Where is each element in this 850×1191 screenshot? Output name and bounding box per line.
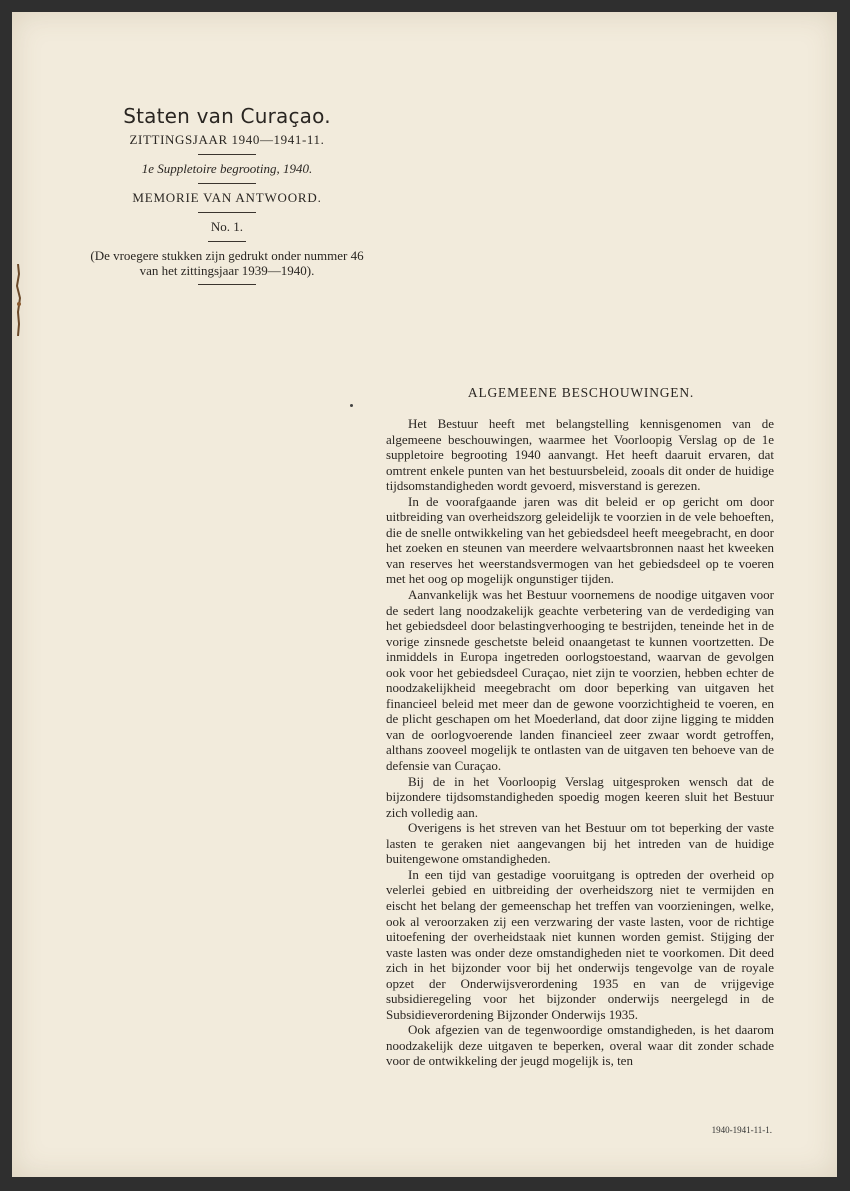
divider — [208, 241, 246, 242]
document-number: No. 1. — [210, 219, 244, 234]
divider — [198, 212, 256, 213]
staple-mark — [14, 264, 22, 336]
paragraph: In de voorafgaande jaren was dit beleid er op gericht om door uitbreiding van overheidszorg geleidelijk te voorzien in de vele behoeften, die de snelle ontwikkeling van het gebiedsdeel heeft meegebracht, en door het zoeken en steunen van meerdere welvaartsbronnen naast het kweeken van reserves het weerstandsvermogen van het gebiedsdeel op te voeren met het oog op mogelijk ongunstiger tijden. — [386, 493, 774, 587]
divider — [198, 154, 256, 155]
paragraph: Ook afgezien van de tegenwoordige omstandigheden, is het daarom noodzakelijk deze uitgaven te beperken, overal waar dit zonder schade voor de ontwikkeling der jeugd mogelijk is, ten — [386, 1022, 774, 1069]
footer-code: 1940-1941-11-1. — [711, 1125, 772, 1135]
section-heading: ALGEMEENE BESCHOUWINGEN. — [467, 385, 695, 400]
ink-dot — [350, 404, 353, 407]
body-text — [386, 416, 774, 1069]
reference-note: (De vroegere stukken zijn gedrukt onder nummer 46 van het zittingsjaar 1939—1940). — [90, 248, 364, 278]
paragraph: Bij de in het Voorloopig Verslag uitgesproken wensch dat de bijzondere tijdsomstandigheden spoedig mogen keeren sluit het Bestuur zich volledig aan. — [386, 773, 774, 820]
document-header — [82, 104, 372, 291]
paragraph: Het Bestuur heeft met belangstelling kennisgenomen van de algemeene beschouwingen, waarmee het Voorloopig Verslag op de 1e suppletoire begrooting 1940 aanvangt. Het heeft daaruit ervaren, dat omtrent enkele punten van het bestuursbeleid, zooals dit onder de huidige tijdsomstandigheden wordt gevoerd, misverstand is gerezen. — [386, 416, 774, 494]
document-page — [12, 12, 837, 1177]
divider — [198, 183, 256, 184]
session-year: ZITTINGSJAAR 1940—1941-11. — [129, 132, 325, 147]
paragraph: Overigens is het streven van het Bestuur om tot beperking der vaste lasten te geraken niet aangevangen bij het intreden van de huidige buitengewone omstandigheden. — [386, 820, 774, 867]
document-type: MEMORIE VAN ANTWOORD. — [132, 190, 322, 205]
divider — [198, 284, 256, 285]
document-title: Staten van Curaçao. — [123, 104, 331, 128]
supplement-title: 1e Suppletoire begrooting, 1940. — [141, 161, 313, 176]
paragraph: Aanvankelijk was het Bestuur voornemens de noodige uitgaven voor de sedert lang noodzakelijk geachte verbetering van de verdediging van het gebiedsdeel door belastingverhooging te bestrijden, teneinde het in de vorige zinsnede geschetste beleid onaangetast te kunnen voortzetten. De inmiddels in Europa ingetreden oorlogstoestand, waarvan de gevolgen ook voor het gebiedsdeel Curaçao, niet zijn te voorzien, hebben echter de noodzakelijkheid meegebracht om door beperking van uitgaven het financieel beleid met meer dan de gewone voorzichtigheid te voeren, en de plicht geschapen om het Moederland, dat door zijne ligging te midden van de oorlogvoerende landen financieel zeer zwaar wordt getroffen, althans zooveel mogelijk te ontlasten van de uitgaven ten behoeve van de defensie van Curaçao. — [386, 587, 774, 774]
paragraph: In een tijd van gestadige vooruitgang is optreden der overheid op velerlei gebied en uitbreiding der overheidszorg niet te vermijden en eischt het belang der gemeenschap het treffen van voorzieningen, welke, ook al veroorzaken zij een verzwaring der vaste lasten, voor de richtige uitoefening der overheidstaak niet kunnen worden gemist. Stijging der vaste lasten was onder deze omstandigheden niet te voorkomen. Dit deed zich in het bijzonder voor bij het onderwijs tengevolge van de royale opzet der Onderwijsverordening 1935 en van de vrijgevige subsidieregeling voor het bijzonder onderwijs neergelegd in de Subsidieverordening Bijzonder Onderwijs 1935. — [386, 866, 774, 1022]
